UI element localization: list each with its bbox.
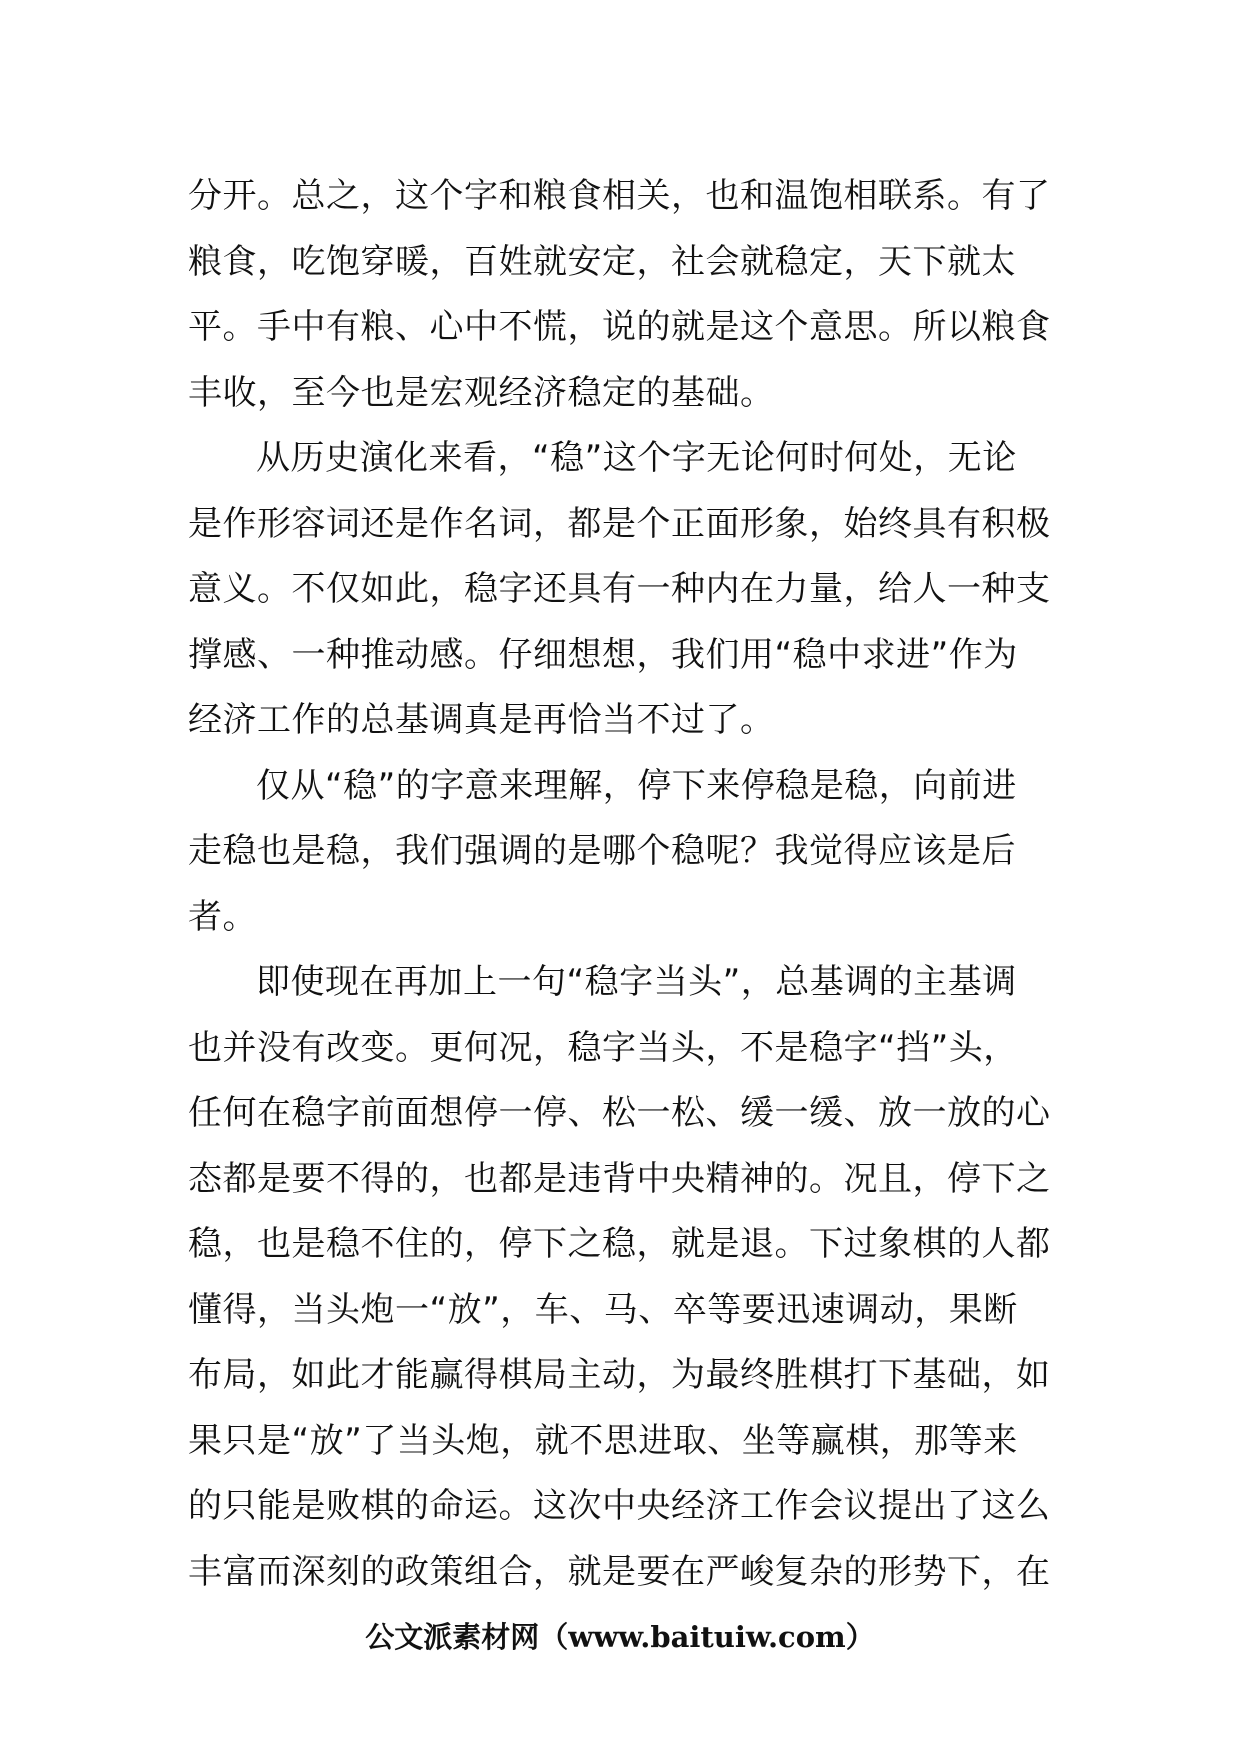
- text-line: 任何在稳字前面想停一停、松一松、缓一缓、放一放的心: [188, 1093, 1051, 1133]
- text-line: 丰收，至今也是宏观经济稳定的基础。: [188, 372, 775, 413]
- text-line: 从历史演化来看，“稳”这个字无论何时何处，无论: [256, 438, 1017, 478]
- text-line: 也并没有改变。更何况，稳字当头，不是稳字“挡”头，: [188, 1027, 1018, 1068]
- text-line: 走稳也是稳，我们强调的是哪个稳呢？我觉得应该是后: [188, 831, 1016, 871]
- page-footer: 公文派素材网（www.baituiw.com）: [365, 1620, 875, 1654]
- text-line: 者。: [188, 896, 257, 937]
- text-line: 是作形容词还是作名词，都是个正面形象，始终具有积极: [188, 503, 1051, 544]
- document-body: [188, 164, 1058, 1605]
- text-line: 平。手中有粮、心中不慌，说的就是这个意思。所以粮食: [188, 307, 1051, 347]
- text-line: 经济工作的总基调真是再恰当不过了。: [188, 700, 775, 740]
- paragraph-3: [188, 754, 1058, 951]
- paragraph-2: [188, 426, 1058, 754]
- text-line: 丰富而深刻的政策组合，就是要在严峻复杂的形势下，在: [188, 1551, 1051, 1592]
- text-line: 撑感、一种推动感。仔细想想，我们用“稳中求进”作为: [188, 634, 1018, 675]
- text-line: 粮食，吃饱穿暖，百姓就安定，社会就稳定，天下就太: [188, 241, 1016, 282]
- paragraph-1: [188, 164, 1058, 426]
- text-line: 即使现在再加上一句“稳字当头”，总基调的主基调: [256, 962, 1017, 1002]
- text-line: 态都是要不得的，也都是违背中央精神的。况且，停下之: [188, 1158, 1051, 1199]
- text-line: 的只能是败棋的命运。这次中央经济工作会议提出了这么: [188, 1486, 1051, 1526]
- text-line: 意义。不仅如此，稳字还具有一种内在力量，给人一种支: [188, 569, 1051, 609]
- paragraph-4: [188, 950, 1058, 1605]
- text-line: 仅从“稳”的字意来理解，停下来停稳是稳，向前进: [256, 765, 1017, 806]
- text-line: 分开。总之，这个字和粮食相关，也和温饱相联系。有了: [188, 176, 1051, 216]
- text-line: 布局，如此才能赢得棋局主动，为最终胜棋打下基础，如: [188, 1355, 1051, 1395]
- text-line: 果只是“放”了当头炮，就不思进取、坐等赢棋，那等来: [188, 1420, 1018, 1461]
- text-line: 懂得，当头炮一“放”，车、马、卒等要迅速调动，果断: [188, 1289, 1018, 1330]
- text-line: 稳，也是稳不住的，停下之稳，就是退。下过象棋的人都: [188, 1224, 1051, 1264]
